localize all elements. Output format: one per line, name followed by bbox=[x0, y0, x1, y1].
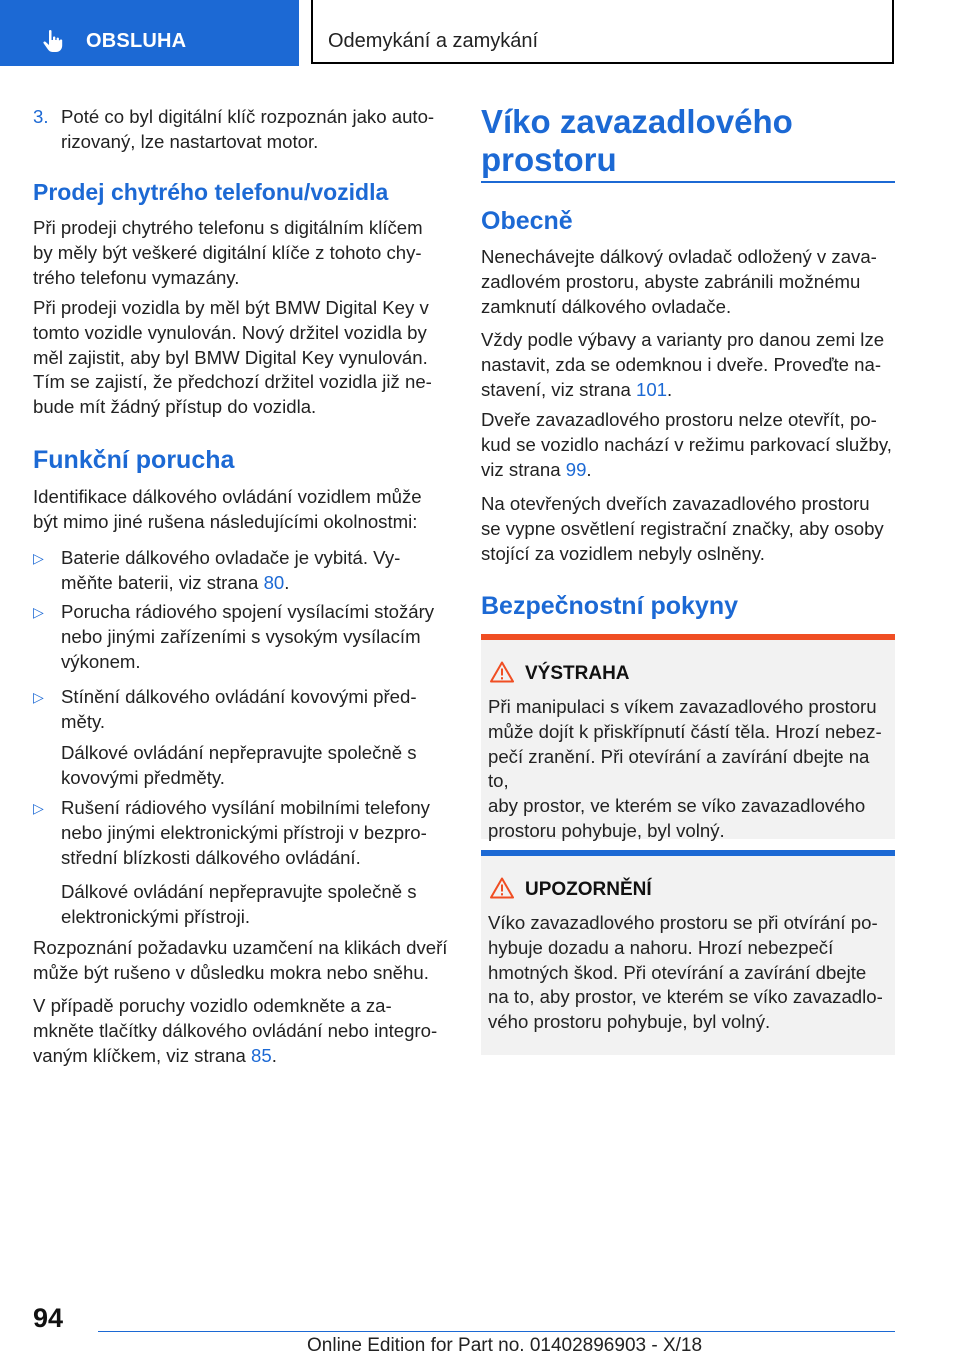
paragraph bbox=[33, 994, 449, 1068]
triangle-bullet-icon: ▷ bbox=[33, 800, 44, 816]
notice-text bbox=[488, 911, 889, 1035]
text-line bbox=[481, 458, 895, 483]
chapter-tab[interactable] bbox=[311, 0, 894, 64]
warning-bar bbox=[481, 634, 895, 640]
text-line: kovovými předměty. bbox=[61, 766, 225, 788]
paragraph bbox=[33, 216, 449, 290]
text-line: nebo jinými elektronickými přístroji v bezpro- bbox=[61, 821, 427, 843]
paragraph bbox=[481, 492, 895, 566]
text-line: na to, aby prostor, ve kterém se víko zavazadlo- bbox=[488, 986, 883, 1008]
text-line: se vypne osvětlení registrační značky, aby osoby bbox=[481, 517, 884, 539]
page-link[interactable]: 80 bbox=[263, 571, 285, 593]
text-line: rizovaný, lze nastartovat motor. bbox=[61, 130, 319, 152]
text-line: Při manipulaci s víkem zavazadlového prostoru bbox=[488, 696, 877, 717]
text-line: zamknutí dálkového ovladače. bbox=[481, 295, 732, 317]
warning-triangle-icon bbox=[490, 661, 514, 683]
text-line: Víko zavazadlového prostoru se při otvírání po- bbox=[488, 912, 878, 933]
notice-box bbox=[481, 850, 895, 1055]
text-line: střední blízkosti dálkového ovládání. bbox=[61, 846, 361, 868]
page-header bbox=[0, 0, 960, 66]
heading-bezpecnost: Bezpečnostní pokyny bbox=[481, 592, 738, 620]
text-line: Rozpoznání požadavku uzamčení na klikách dveří bbox=[33, 937, 448, 958]
text-line: Dveře zavazadlového prostoru nelze otevřít, po- bbox=[481, 409, 877, 430]
text-line: Poté co byl digitální klíč rozpoznán jako auto- bbox=[61, 106, 435, 127]
text-span: viz strana bbox=[481, 458, 566, 480]
footer-rule bbox=[98, 1331, 895, 1332]
text-span: vaným klíčkem, viz strana bbox=[33, 1044, 252, 1066]
text-line: Dálkové ovládání nepřepravujte společně s bbox=[61, 742, 417, 763]
text-line: vého prostoru pohybuje, byl volný. bbox=[488, 1011, 771, 1033]
text-span: měňte baterii, viz strana bbox=[61, 571, 264, 593]
warning-box bbox=[481, 634, 895, 839]
text-line: nastavit, zda se odemknou i dveře. Proveďte na- bbox=[481, 353, 882, 375]
text-line: nebo jinými zařízeními s vysokým vysílacím bbox=[61, 625, 421, 647]
text-line: Stínění dálkového ovládání kovovými před- bbox=[61, 686, 417, 707]
warning-text bbox=[488, 695, 889, 844]
text-line: Baterie dálkového ovladače je vybitá. Vy- bbox=[61, 547, 401, 568]
text-line: Nenechávejte dálkový ovladač odložený v zava- bbox=[481, 246, 877, 267]
chapter-title: Odemykání a zamykání bbox=[328, 30, 539, 52]
heading-obecne: Obecně bbox=[481, 207, 573, 235]
text-line: Při prodeji vozidla by měl být BMW Digital Key v bbox=[33, 297, 429, 318]
warning-title: VÝSTRAHA bbox=[525, 663, 630, 684]
paragraph bbox=[481, 408, 895, 482]
text-line bbox=[33, 1044, 449, 1069]
section-tab[interactable] bbox=[0, 0, 299, 66]
heading-line: Víko zavazadlového bbox=[481, 103, 793, 140]
paragraph bbox=[481, 245, 895, 319]
triangle-bullet-icon: ▷ bbox=[33, 604, 44, 620]
text-line: měty. bbox=[61, 710, 106, 732]
text-line: pečí zranění. Při otevírání a zavírání dbejte na to, bbox=[488, 745, 870, 792]
page-link[interactable]: 101 bbox=[636, 378, 668, 400]
text-span: . bbox=[284, 571, 290, 593]
text-line: Rušení rádiového vysílání mobilními telefony bbox=[61, 797, 430, 818]
text-line: Vždy podle výbavy a varianty pro danou zemi lze bbox=[481, 329, 885, 350]
text-line: mkněte tlačítky dálkového ovládání nebo integro- bbox=[33, 1019, 438, 1041]
warning-triangle-icon bbox=[490, 877, 514, 899]
text-line: hybuje dozadu a nahoru. Hrozí nebezpečí bbox=[488, 936, 834, 958]
text-line: kud se vozidlo nachází v režimu parkovací služby, bbox=[481, 433, 892, 455]
text-line: elektronickými přístroji. bbox=[61, 905, 251, 927]
text-line: Při prodeji chytrého telefonu s digitálním klíčem bbox=[33, 217, 423, 238]
text-line: zadlovém prostoru, abyste zabránili možnému bbox=[481, 270, 861, 292]
text-line bbox=[481, 378, 895, 403]
page-link[interactable]: 99 bbox=[565, 458, 587, 480]
step-number: 3. bbox=[33, 106, 49, 127]
notice-title: UPOZORNĚNÍ bbox=[525, 879, 652, 900]
text-line: může dojít k přiskřípnutí částí těla. Hrozí nebez- bbox=[488, 720, 882, 742]
text-line: aby prostor, ve kterém se víko zavazadlového bbox=[488, 795, 866, 817]
triangle-bullet-icon: ▷ bbox=[33, 689, 44, 705]
heading-rule bbox=[481, 181, 895, 183]
paragraph bbox=[33, 936, 455, 986]
text-line: výkonem. bbox=[61, 650, 141, 672]
page-number: 94 bbox=[33, 1303, 64, 1333]
page-link[interactable]: 85 bbox=[251, 1044, 272, 1066]
text-line: Identifikace dálkového ovládání vozidlem může bbox=[33, 486, 422, 507]
text-span: stavení, viz strana bbox=[481, 378, 637, 400]
text-span: . bbox=[667, 378, 673, 400]
triangle-bullet-icon: ▷ bbox=[33, 550, 44, 566]
text-line: V případě poruchy vozidlo odemkněte a za- bbox=[33, 995, 392, 1016]
text-line: stojící za vozidlem nebyly oslněny. bbox=[481, 542, 765, 564]
heading-prodej: Prodej chytrého telefonu/vozidla bbox=[33, 179, 389, 205]
paragraph bbox=[481, 328, 895, 402]
text-line: prostoru pohybuje, byl volný. bbox=[488, 819, 725, 841]
text-line: Dálkové ovládání nepřepravujte společně s bbox=[61, 881, 417, 902]
heading-porucha: Funkční porucha bbox=[33, 446, 235, 474]
text-line: Tím se zajistí, že předchozí držitel vozidla již ne- bbox=[33, 371, 432, 393]
notice-bar bbox=[481, 850, 895, 856]
text-line: hmotných škod. Při otevírání a zavírání dbejte bbox=[488, 961, 867, 983]
text-span: . bbox=[586, 458, 592, 480]
section-label: OBSLUHA bbox=[86, 30, 187, 52]
edition-text: Online Edition for Part no. 01402896903 - X/18 bbox=[307, 1335, 703, 1356]
text-line: by měly být veškeré digitální klíče z tohoto chy- bbox=[33, 241, 422, 263]
heading-line: prostoru bbox=[481, 141, 617, 178]
text-line: trého telefonu vymazány. bbox=[33, 266, 240, 288]
text-line: Porucha rádiového spojení vysílacími stožáry bbox=[61, 601, 435, 622]
text-line: bude mít žádný přístup do vozidla. bbox=[33, 396, 317, 418]
text-line: být mimo jiné rušena následujícími okolnostmi: bbox=[33, 510, 418, 532]
text-span: . bbox=[271, 1044, 277, 1066]
text-line: měl zajistit, aby byl BMW Digital Key vynulován. bbox=[33, 346, 428, 368]
chapter-heading bbox=[481, 103, 895, 179]
paragraph bbox=[33, 296, 449, 420]
paragraph bbox=[33, 485, 449, 535]
text-line: tomto vozidle vynulován. Nový držitel vozidla by bbox=[33, 321, 427, 343]
text-line bbox=[61, 571, 449, 596]
text-line: Na otevřených dveřích zavazadlového prostoru bbox=[481, 493, 870, 514]
hand-pointer-icon bbox=[40, 28, 66, 54]
text-line: může být rušeno v důsledku mokra nebo sněhu. bbox=[33, 961, 429, 983]
